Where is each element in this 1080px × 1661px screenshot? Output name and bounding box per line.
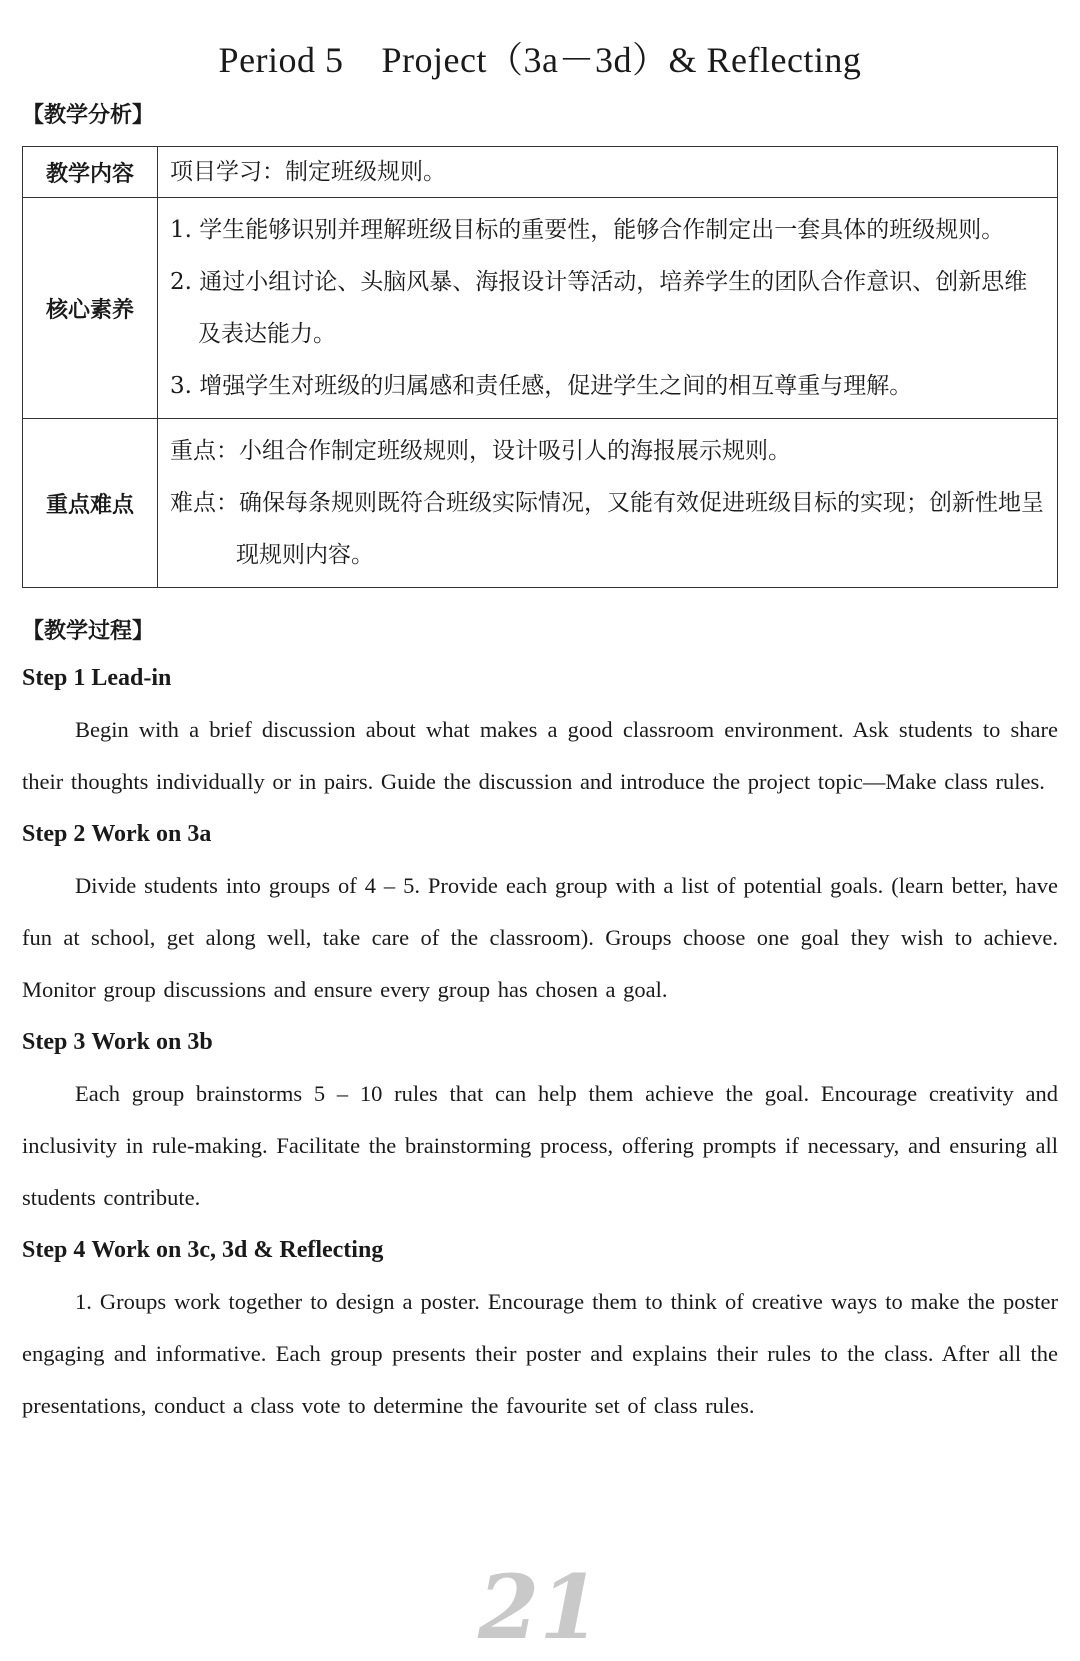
step-number: Step 4 [22, 1237, 86, 1263]
core-cell [158, 198, 1058, 419]
step-heading [22, 652, 1058, 704]
key-point: 重点：小组合作制定班级规则，设计吸引人的海报展示规则。 [170, 438, 791, 464]
step-number: Step 3 [22, 1029, 86, 1055]
step-heading [22, 808, 1058, 860]
step-title: Work on 3a [91, 821, 212, 847]
page-number: 21 [478, 1555, 601, 1659]
content-text: 项目学习：制定班级规则。 [158, 147, 1058, 198]
table-row [23, 419, 1058, 588]
step-title: Work on 3b [91, 1029, 213, 1055]
difficult-point: 难点：确保每条规则既符合班级实际情况，又能有效促进班级目标的实现；创新性地呈现规则内容。 [170, 490, 1044, 568]
step-paragraph: Begin with a brief discussion about what makes a good classroom environment. Ask students to share their thoughts individually or in pairs. Guide the discussion and introduce the project topic—Make class rules. [22, 717, 1058, 794]
step-paragraph: Each group brainstorms 5 – 10 rules that can help them achieve the goal. Encourage creativity and inclusivity in rule-making. Facilitate the brainstorming process, offering prompts if necessary, and ensuring all students contribute. [22, 1081, 1058, 1210]
step-paragraph: 1. Groups work together to design a poster. Encourage them to think of creative ways to make the poster engaging and informative. Each group presents their poster and explains their rules to the class. After all the presentations, conduct a class vote to determine the favourite set of class rules. [22, 1289, 1058, 1418]
step-heading [22, 1016, 1058, 1068]
analysis-heading: 【教学分析】 [22, 103, 155, 128]
table-row [23, 198, 1058, 419]
document-page [22, 0, 1058, 1432]
key-cell [158, 419, 1058, 588]
step-title: Work on 3c, 3d & Reflecting [91, 1237, 384, 1263]
core-item: 2. 通过小组讨论、头脑风暴、海报设计等活动，培养学生的团队合作意识、创新思维及表达能力。 [170, 269, 1028, 347]
core-item: 3. 增强学生对班级的归属感和责任感，促进学生之间的相互尊重与理解。 [170, 373, 913, 399]
page-title: Period 5 Project（3a－3d）& Reflecting [218, 40, 862, 80]
core-label: 核心素养 [23, 198, 158, 419]
step-paragraph: Divide students into groups of 4 – 5. Provide each group with a list of potential goals. (learn better, have fun at school, get along well, take care of the classroom). Groups choose one goal they wish to achieve. Monitor group discussions and ensure every group has chosen a goal. [22, 873, 1058, 1002]
core-item: 1. 学生能够识别并理解班级目标的重要性，能够合作制定出一套具体的班级规则。 [170, 217, 1005, 243]
step-number: Step 1 [22, 665, 86, 691]
table-row [23, 147, 1058, 198]
analysis-table [22, 146, 1058, 588]
step-title: Lead-in [91, 665, 172, 691]
step-heading [22, 1224, 1058, 1276]
key-label: 重点难点 [23, 419, 158, 588]
step-number: Step 2 [22, 821, 86, 847]
process-heading: 【教学过程】 [22, 619, 155, 644]
content-label: 教学内容 [23, 147, 158, 198]
